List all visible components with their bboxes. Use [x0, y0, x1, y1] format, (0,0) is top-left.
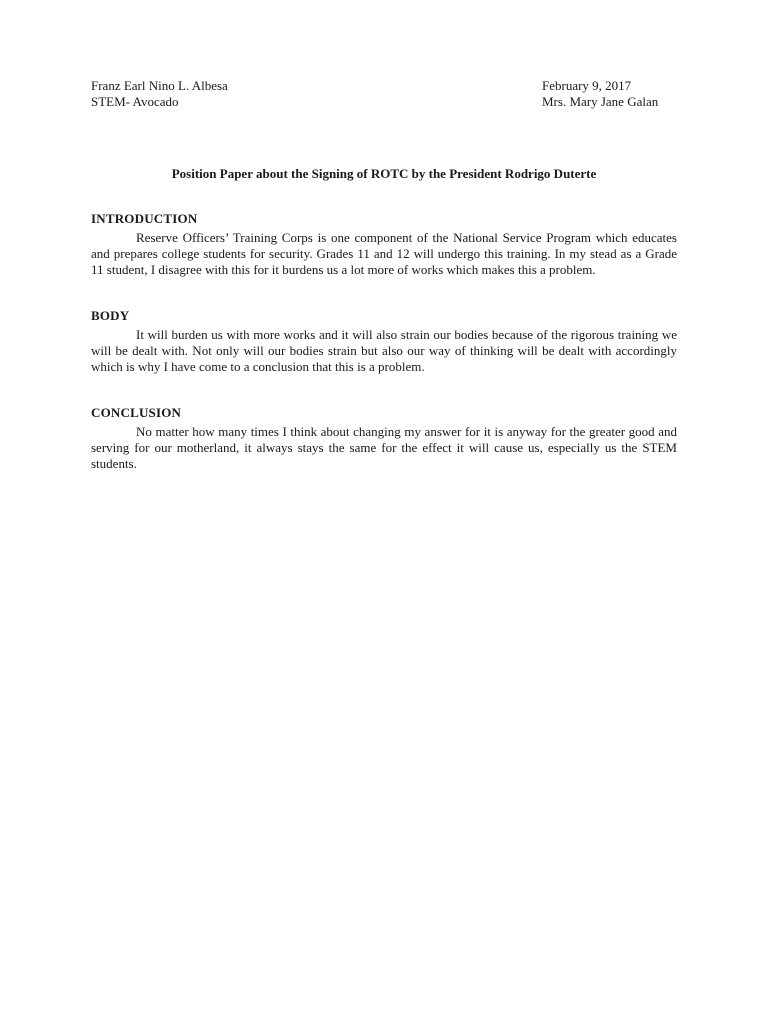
document-title: Position Paper about the Signing of ROTC by the President Rodrigo Duterte [171, 166, 597, 181]
section-heading: BODY [91, 308, 130, 323]
author-name: Franz Earl Nino L. Albesa [91, 78, 228, 93]
document-date: February 9, 2017 [542, 78, 632, 93]
header-right-block [542, 78, 677, 110]
class-section: STEM- Avocado [91, 94, 179, 109]
section-introduction [91, 211, 677, 278]
section-paragraph: It will burden us with more works and it will also strain our bodies because of the rigorous training we will be dealt with. Not only will our bodies strain but also our way of thinking will be dealt with accordingly which is why I have come to a conclusion that this is a problem. [91, 327, 677, 374]
section-paragraph: Reserve Officers’ Training Corps is one component of the National Service Program which educates and prepares college students for security. Grades 11 and 12 will undergo this training. In my stead as a Grade 11 student, I disagree with this for it burdens us a lot more of works which makes this a problem. [91, 230, 677, 277]
document-content [91, 78, 677, 472]
section-heading: INTRODUCTION [91, 211, 198, 226]
header-left-block [91, 78, 228, 110]
document-header [91, 78, 677, 110]
section-conclusion [91, 405, 677, 472]
section-body [91, 308, 677, 375]
section-paragraph: No matter how many times I think about changing my answer for it is anyway for the greater good and serving for our motherland, it always stays the same for the effect it will cause us, especially us the STEM students. [91, 424, 677, 471]
teacher-name: Mrs. Mary Jane Galan [542, 94, 659, 109]
section-heading: CONCLUSION [91, 405, 182, 420]
